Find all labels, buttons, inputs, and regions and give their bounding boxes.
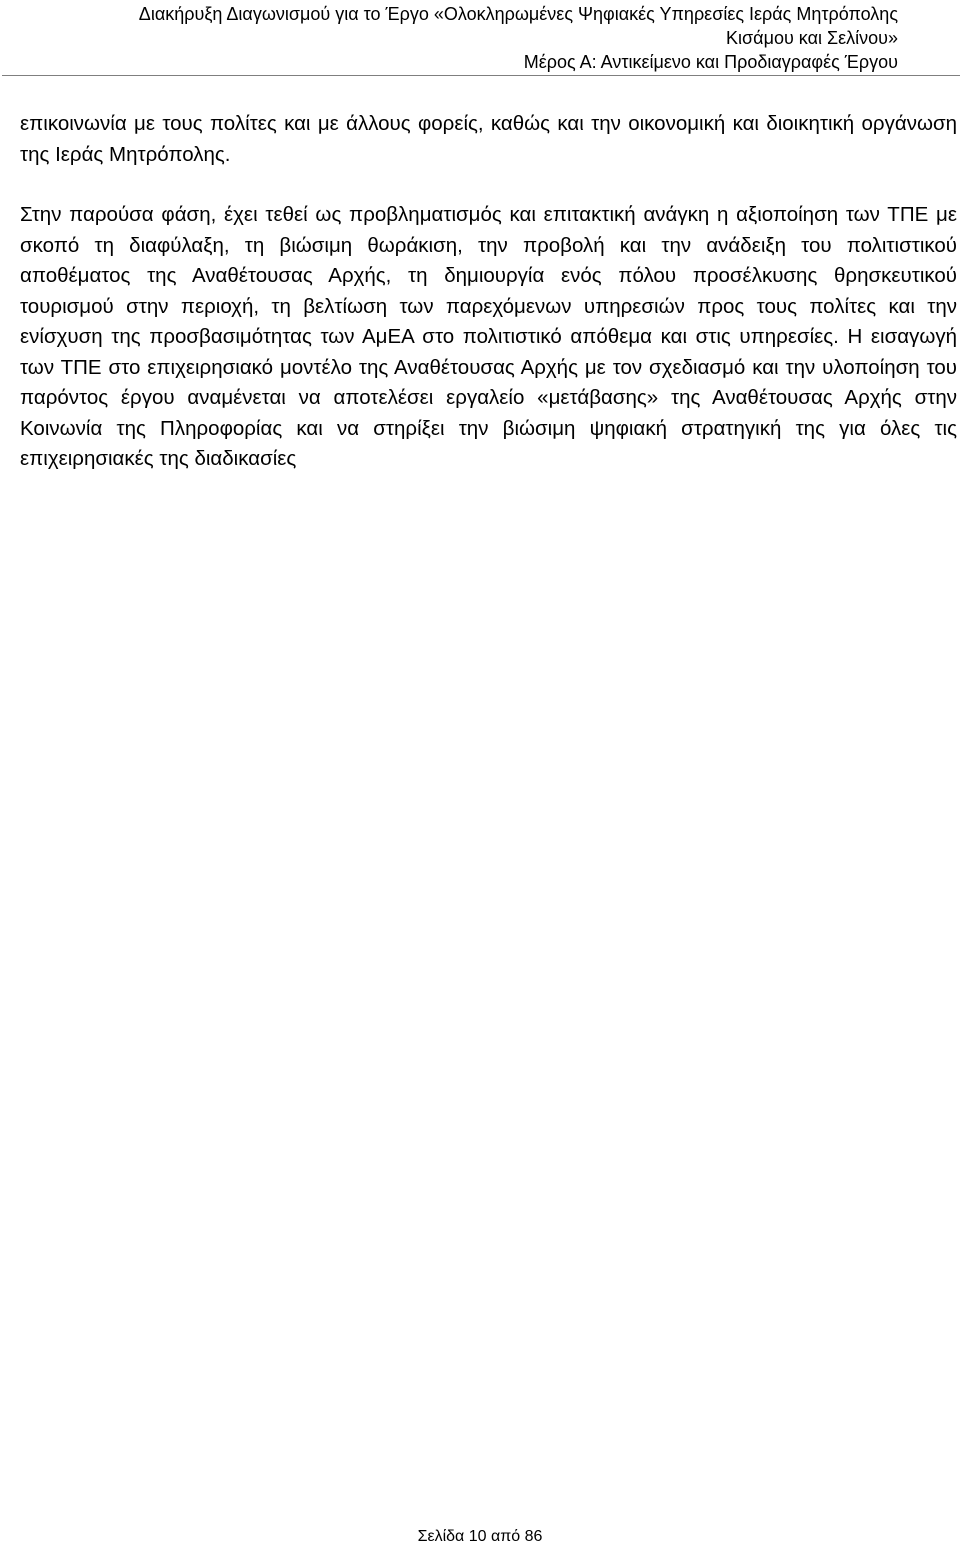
body-paragraph-1: επικοινωνία με τους πολίτες και με άλλους φορείς, καθώς και την οικονομική και διοικητική οργάνωση της Ιεράς Μητρόπολης. — [20, 112, 957, 166]
page-footer — [0, 1527, 960, 1547]
header-title-line-1: Διακήρυξη Διαγωνισμού για το Έργο «Ολοκληρωμένες Ψηφιακές Υπηρεσίες Ιεράς Μητρόπολης — [138, 4, 898, 24]
header-title-block — [139, 2, 898, 74]
header-title-line-2: Κισάμου και Σελίνου» — [726, 28, 898, 48]
page-number: Σελίδα 10 από 86 — [417, 1528, 543, 1545]
page-header — [0, 0, 960, 76]
header-subtitle: Μέρος Α: Αντικείμενο και Προδιαγραφές Έργου — [523, 52, 898, 72]
body-paragraph-2: Στην παρούσα φάση, έχει τεθεί ως προβληματισμός και επιτακτική ανάγκη η αξιοποίηση των ΤΠΕ με σκοπό τη διαφύλαξη, τη βιώσιμη θωράκιση, την προβολή και την ανάδειξη του πολιτιστικού αποθέματος της Αναθέτουσας Αρχής, τη δημιουργία ενός πόλου προσέλκυσης θρησκευτικού τουρισμού στην περιοχή, τη βελτίωση των παρεχόμενων υπηρεσιών προς τους πολίτες και την ενίσχυση της προσβασιμότητας των ΑμΕΑ στο πολιτιστικό απόθεμα και στις υπηρεσίες. Η εισαγωγή των ΤΠΕ στο επιχειρησιακό μοντέλο της Αναθέτουσας Αρχής με τον σχεδιασμό και την υλοποίηση του παρόντος έργου αναμένεται να αποτελέσει εργαλείο «μετάβασης» της Αναθέτουσας Αρχής στην Κοινωνία της Πληροφορίας και να στηρίξει την βιώσιμη ψηφιακή στρατηγική της για όλες τις επιχειρησιακές της διαδικασίες — [20, 203, 957, 470]
header-divider — [2, 75, 960, 76]
document-body — [20, 109, 957, 475]
